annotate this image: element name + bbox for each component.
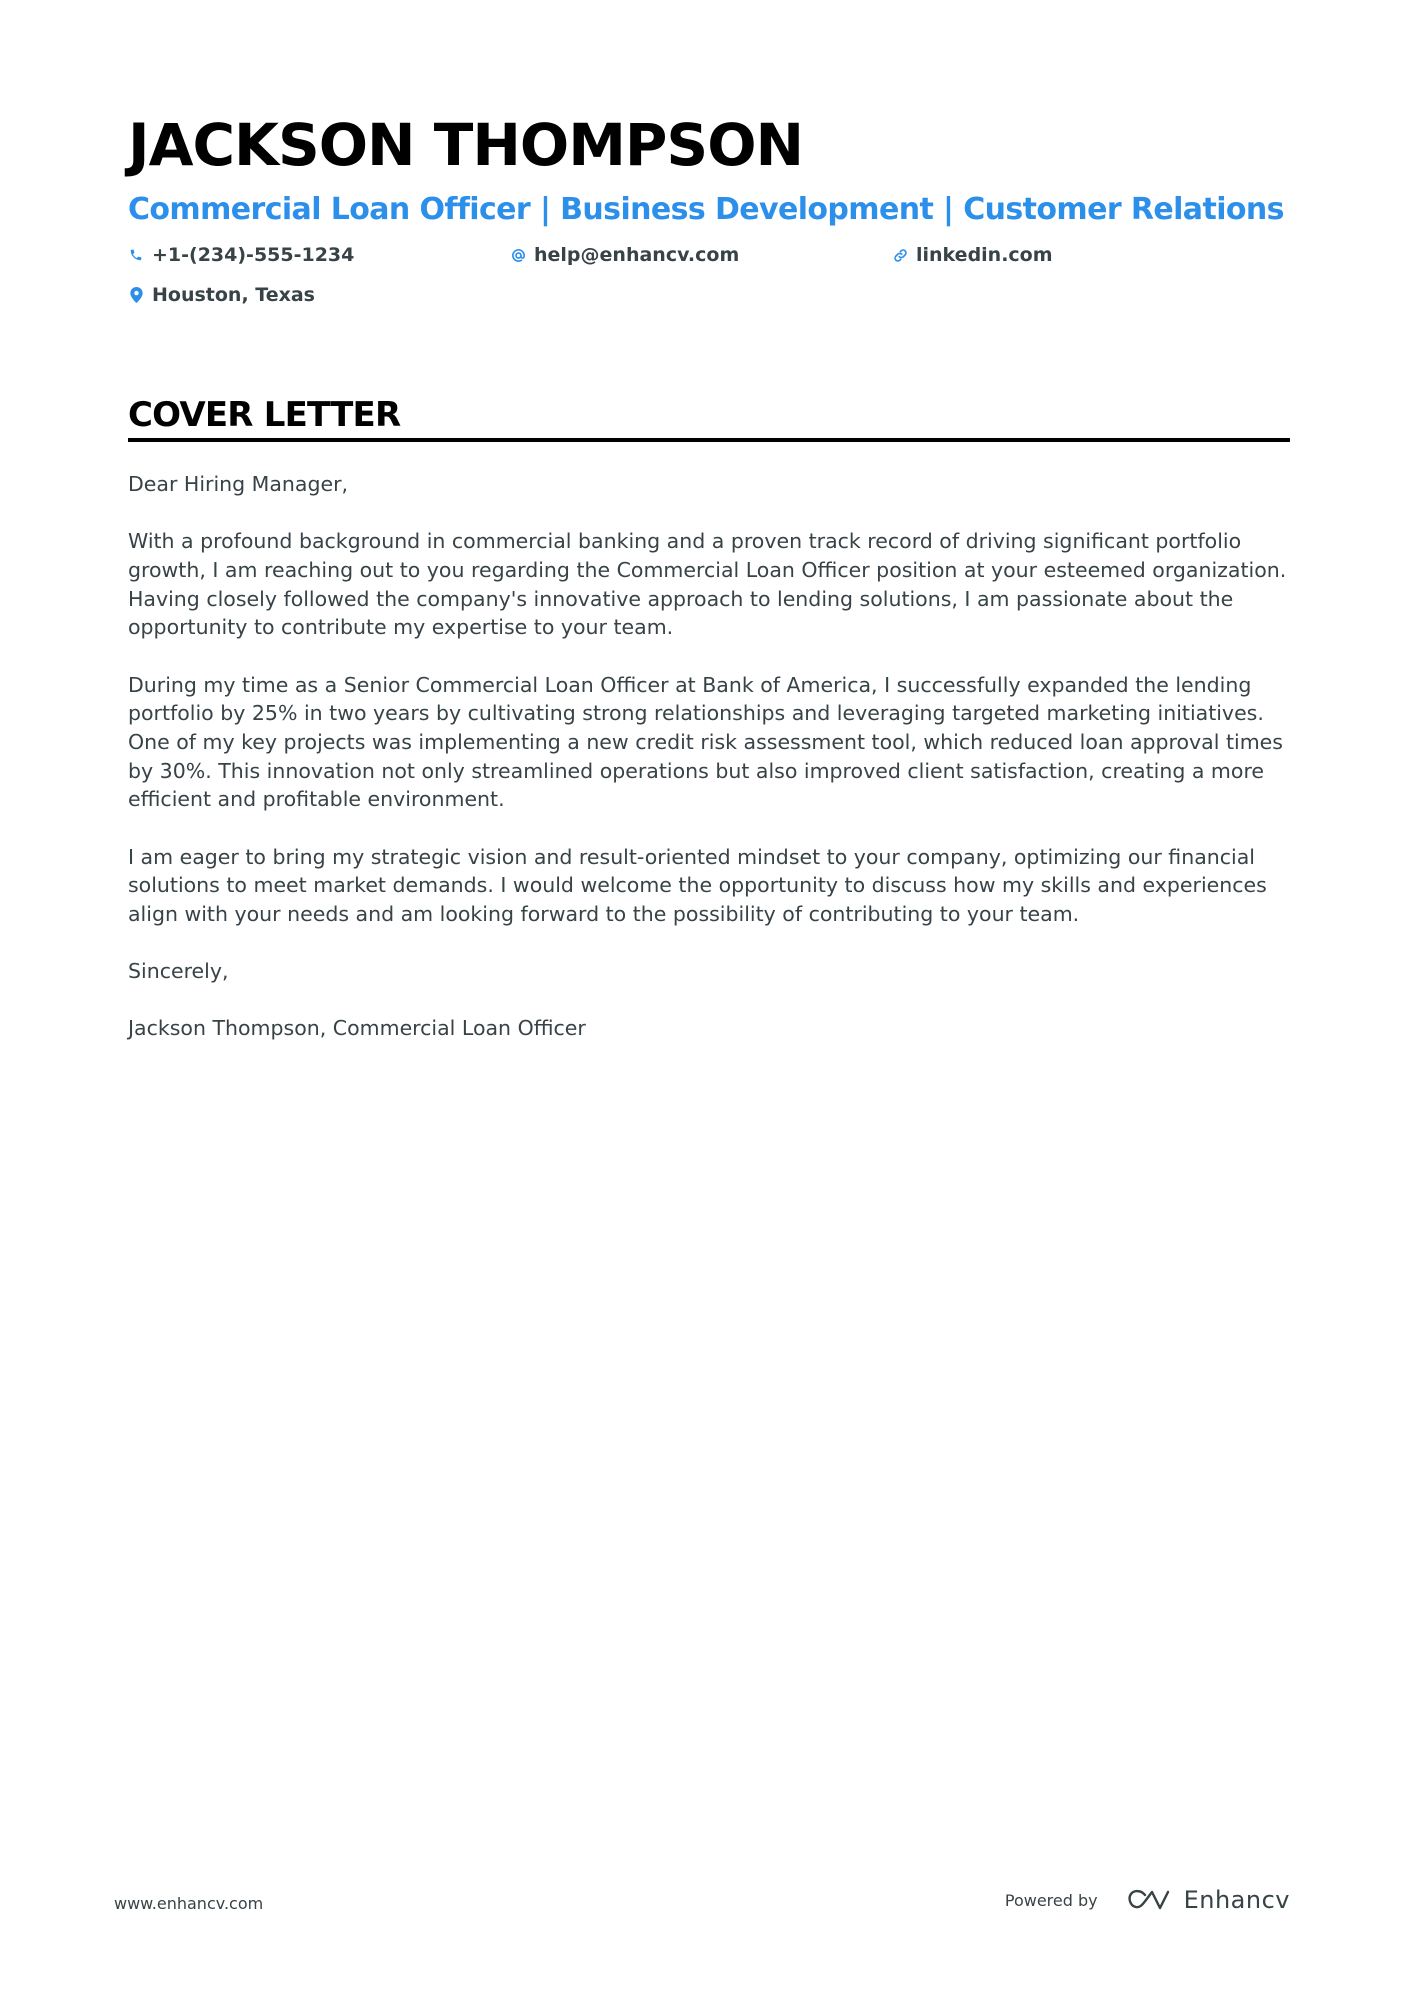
footer-brand[interactable] <box>1005 1886 1290 1914</box>
contact-phone-text: +1-(234)-555-1234 <box>152 244 355 266</box>
powered-by-label: Powered by <box>1004 1890 1098 1910</box>
brand-name: Enhancv <box>1183 1886 1290 1914</box>
letter-signature: Jackson Thompson, Commercial Loan Officer <box>128 1016 586 1041</box>
letter-paragraph: With a profound background in commercial banking and a proven track record of driving significant portfolio growth, I am reaching out to you regarding the Commercial Loan Officer position at your esteemed organization. Having closely followed the company's innovative approach to lending solutions, I am passionate about the opportunity to contribute my expertise to your team. <box>128 529 1287 640</box>
contact-link-text: linkedin.com <box>916 244 1053 266</box>
contact-location <box>128 282 315 308</box>
letter-paragraph: During my time as a Senior Commercial Loan Officer at Bank of America, I successfully expanded the lending portfolio by 25% in two years by cultivating strong relationships and leveraging targeted marketing initiatives. One of my key projects was implementing a new credit risk assessment tool, which reduced loan approval times by 30%. This innovation not only streamlined operations but also improved client satisfaction, creating a more efficient and profitable environment. <box>128 672 1283 812</box>
letter-greeting: Dear Hiring Manager, <box>128 472 349 496</box>
contact-email[interactable] <box>510 242 739 268</box>
section-title: COVER LETTER <box>128 395 401 435</box>
link-icon <box>892 247 908 263</box>
candidate-headline: Commercial Loan Officer | Business Development | Customer Relations <box>128 192 1284 227</box>
candidate-name: JACKSON THOMPSON <box>128 111 804 179</box>
contact-email-text: help@enhancv.com <box>534 244 740 266</box>
letter-closing: Sincerely, <box>128 959 229 984</box>
letter-body <box>128 470 1293 1072</box>
footer-url[interactable]: www.enhancv.com <box>114 1894 264 1913</box>
contact-phone[interactable] <box>128 242 354 268</box>
section-divider <box>128 438 1290 442</box>
contact-location-text: Houston, Texas <box>152 284 315 306</box>
location-pin-icon <box>128 287 144 303</box>
contact-link[interactable] <box>892 242 1053 268</box>
phone-icon <box>128 247 144 263</box>
at-icon <box>510 247 526 263</box>
letter-paragraph: I am eager to bring my strategic vision and result-oriented mindset to your company, optimizing our financial solutions to meet market demands. I would welcome the opportunity to discuss how my skills and experiences align with your needs and am looking forward to the possibility of contributing to your team. <box>128 844 1267 926</box>
enhancv-logo-icon <box>1126 1887 1172 1913</box>
